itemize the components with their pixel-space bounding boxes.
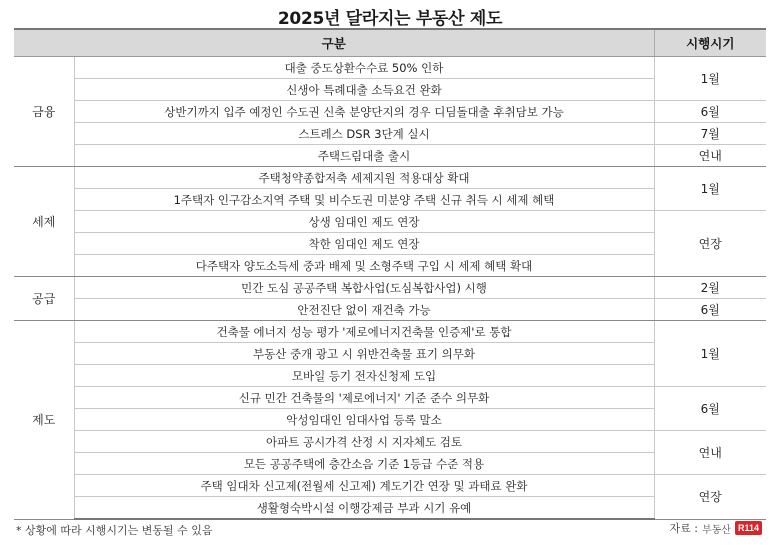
policy-item: 다주택자 양도소득세 중과 배제 및 소형주택 구입 시 세제 혜택 확대 <box>74 255 654 277</box>
header-time: 시행시기 <box>654 29 766 57</box>
category-cell: 제도 <box>14 321 74 520</box>
time-cell: 1월 <box>654 57 766 101</box>
table-row <box>14 365 766 387</box>
policy-table <box>14 28 766 520</box>
table-row <box>14 101 766 123</box>
policy-item: 상생 임대인 제도 연장 <box>74 211 654 233</box>
table-row <box>14 277 766 299</box>
time-cell: 연내 <box>654 145 766 167</box>
policy-item: 주택 임대차 신고제(전월세 신고제) 계도기간 연장 및 과태료 완화 <box>74 475 654 497</box>
header-category: 구분 <box>14 29 654 57</box>
policy-item: 신생아 특례대출 소득요건 완화 <box>74 79 654 101</box>
policy-item: 악성임대인 임대사업 등록 말소 <box>74 409 654 431</box>
table-row <box>14 79 766 101</box>
category-cell: 세제 <box>14 167 74 277</box>
table-row <box>14 409 766 431</box>
table-row <box>14 233 766 255</box>
category-cell: 공급 <box>14 277 74 321</box>
time-cell: 7월 <box>654 123 766 145</box>
table-row <box>14 453 766 475</box>
source-credit <box>670 520 762 536</box>
policy-item: 민간 도심 공공주택 복합사업(도심복합사업) 시행 <box>74 277 654 299</box>
category-cell: 금융 <box>14 57 74 167</box>
table-row <box>14 167 766 189</box>
policy-item: 주택청약종합저축 세제지원 적용대상 확대 <box>74 167 654 189</box>
table-row <box>14 123 766 145</box>
policy-item: 착한 임대인 제도 연장 <box>74 233 654 255</box>
policy-item: 모바일 등기 전자신청제 도입 <box>74 365 654 387</box>
table-row <box>14 497 766 520</box>
policy-item: 안전진단 없이 재건축 가능 <box>74 299 654 321</box>
table-header-row <box>14 29 766 57</box>
policy-item: 아파트 공시가격 산정 시 지자체도 검토 <box>74 431 654 453</box>
time-cell: 연내 <box>654 431 766 475</box>
table-row <box>14 255 766 277</box>
table-row <box>14 145 766 167</box>
time-cell: 6월 <box>654 387 766 431</box>
policy-item: 상반기까지 입주 예정인 수도권 신축 분양단지의 경우 디딤돌대출 후취담보 가능 <box>74 101 654 123</box>
table-row <box>14 299 766 321</box>
table-row <box>14 57 766 79</box>
time-cell: 연장 <box>654 211 766 277</box>
table-row <box>14 431 766 453</box>
time-cell: 6월 <box>654 101 766 123</box>
source-logo-text: 부동산 <box>701 524 731 536</box>
policy-item: 부동산 중개 광고 시 위반건축물 표기 의무화 <box>74 343 654 365</box>
policy-item: 신규 민간 건축물의 '제로에너지' 기준 준수 의무화 <box>74 387 654 409</box>
time-cell: 1월 <box>654 321 766 387</box>
table-row <box>14 321 766 343</box>
table-body <box>14 57 766 520</box>
policy-item: 주택드림대출 출시 <box>74 145 654 167</box>
footnote: * 상황에 따라 시행시기는 변동될 수 있음 <box>16 524 213 537</box>
table-row <box>14 387 766 409</box>
source-logo-badge: R114 <box>735 521 762 535</box>
table-row <box>14 189 766 211</box>
policy-item: 모든 공공주택에 층간소음 기준 1등급 수준 적용 <box>74 453 654 475</box>
table-row <box>14 475 766 497</box>
page-title: 2025년 달라지는 부동산 제도 <box>277 9 503 29</box>
policy-item: 건축물 에너지 성능 평가 '제로에너지건축물 인증제'로 통합 <box>74 321 654 343</box>
policy-item: 1주택자 인구감소지역 주택 및 비수도권 미분양 주택 신규 취득 시 세제 혜택 <box>74 189 654 211</box>
source-label: 자료 : <box>669 522 698 535</box>
policy-item: 생활형숙박시설 이행강제금 부과 시기 유예 <box>74 497 654 520</box>
table-row <box>14 211 766 233</box>
time-cell: 6월 <box>654 299 766 321</box>
table-row <box>14 343 766 365</box>
time-cell: 1월 <box>654 167 766 211</box>
time-cell: 2월 <box>654 277 766 299</box>
policy-item: 스트레스 DSR 3단계 실시 <box>74 123 654 145</box>
policy-item: 대출 중도상환수수료 50% 인하 <box>74 57 654 79</box>
time-cell: 연장 <box>654 475 766 520</box>
